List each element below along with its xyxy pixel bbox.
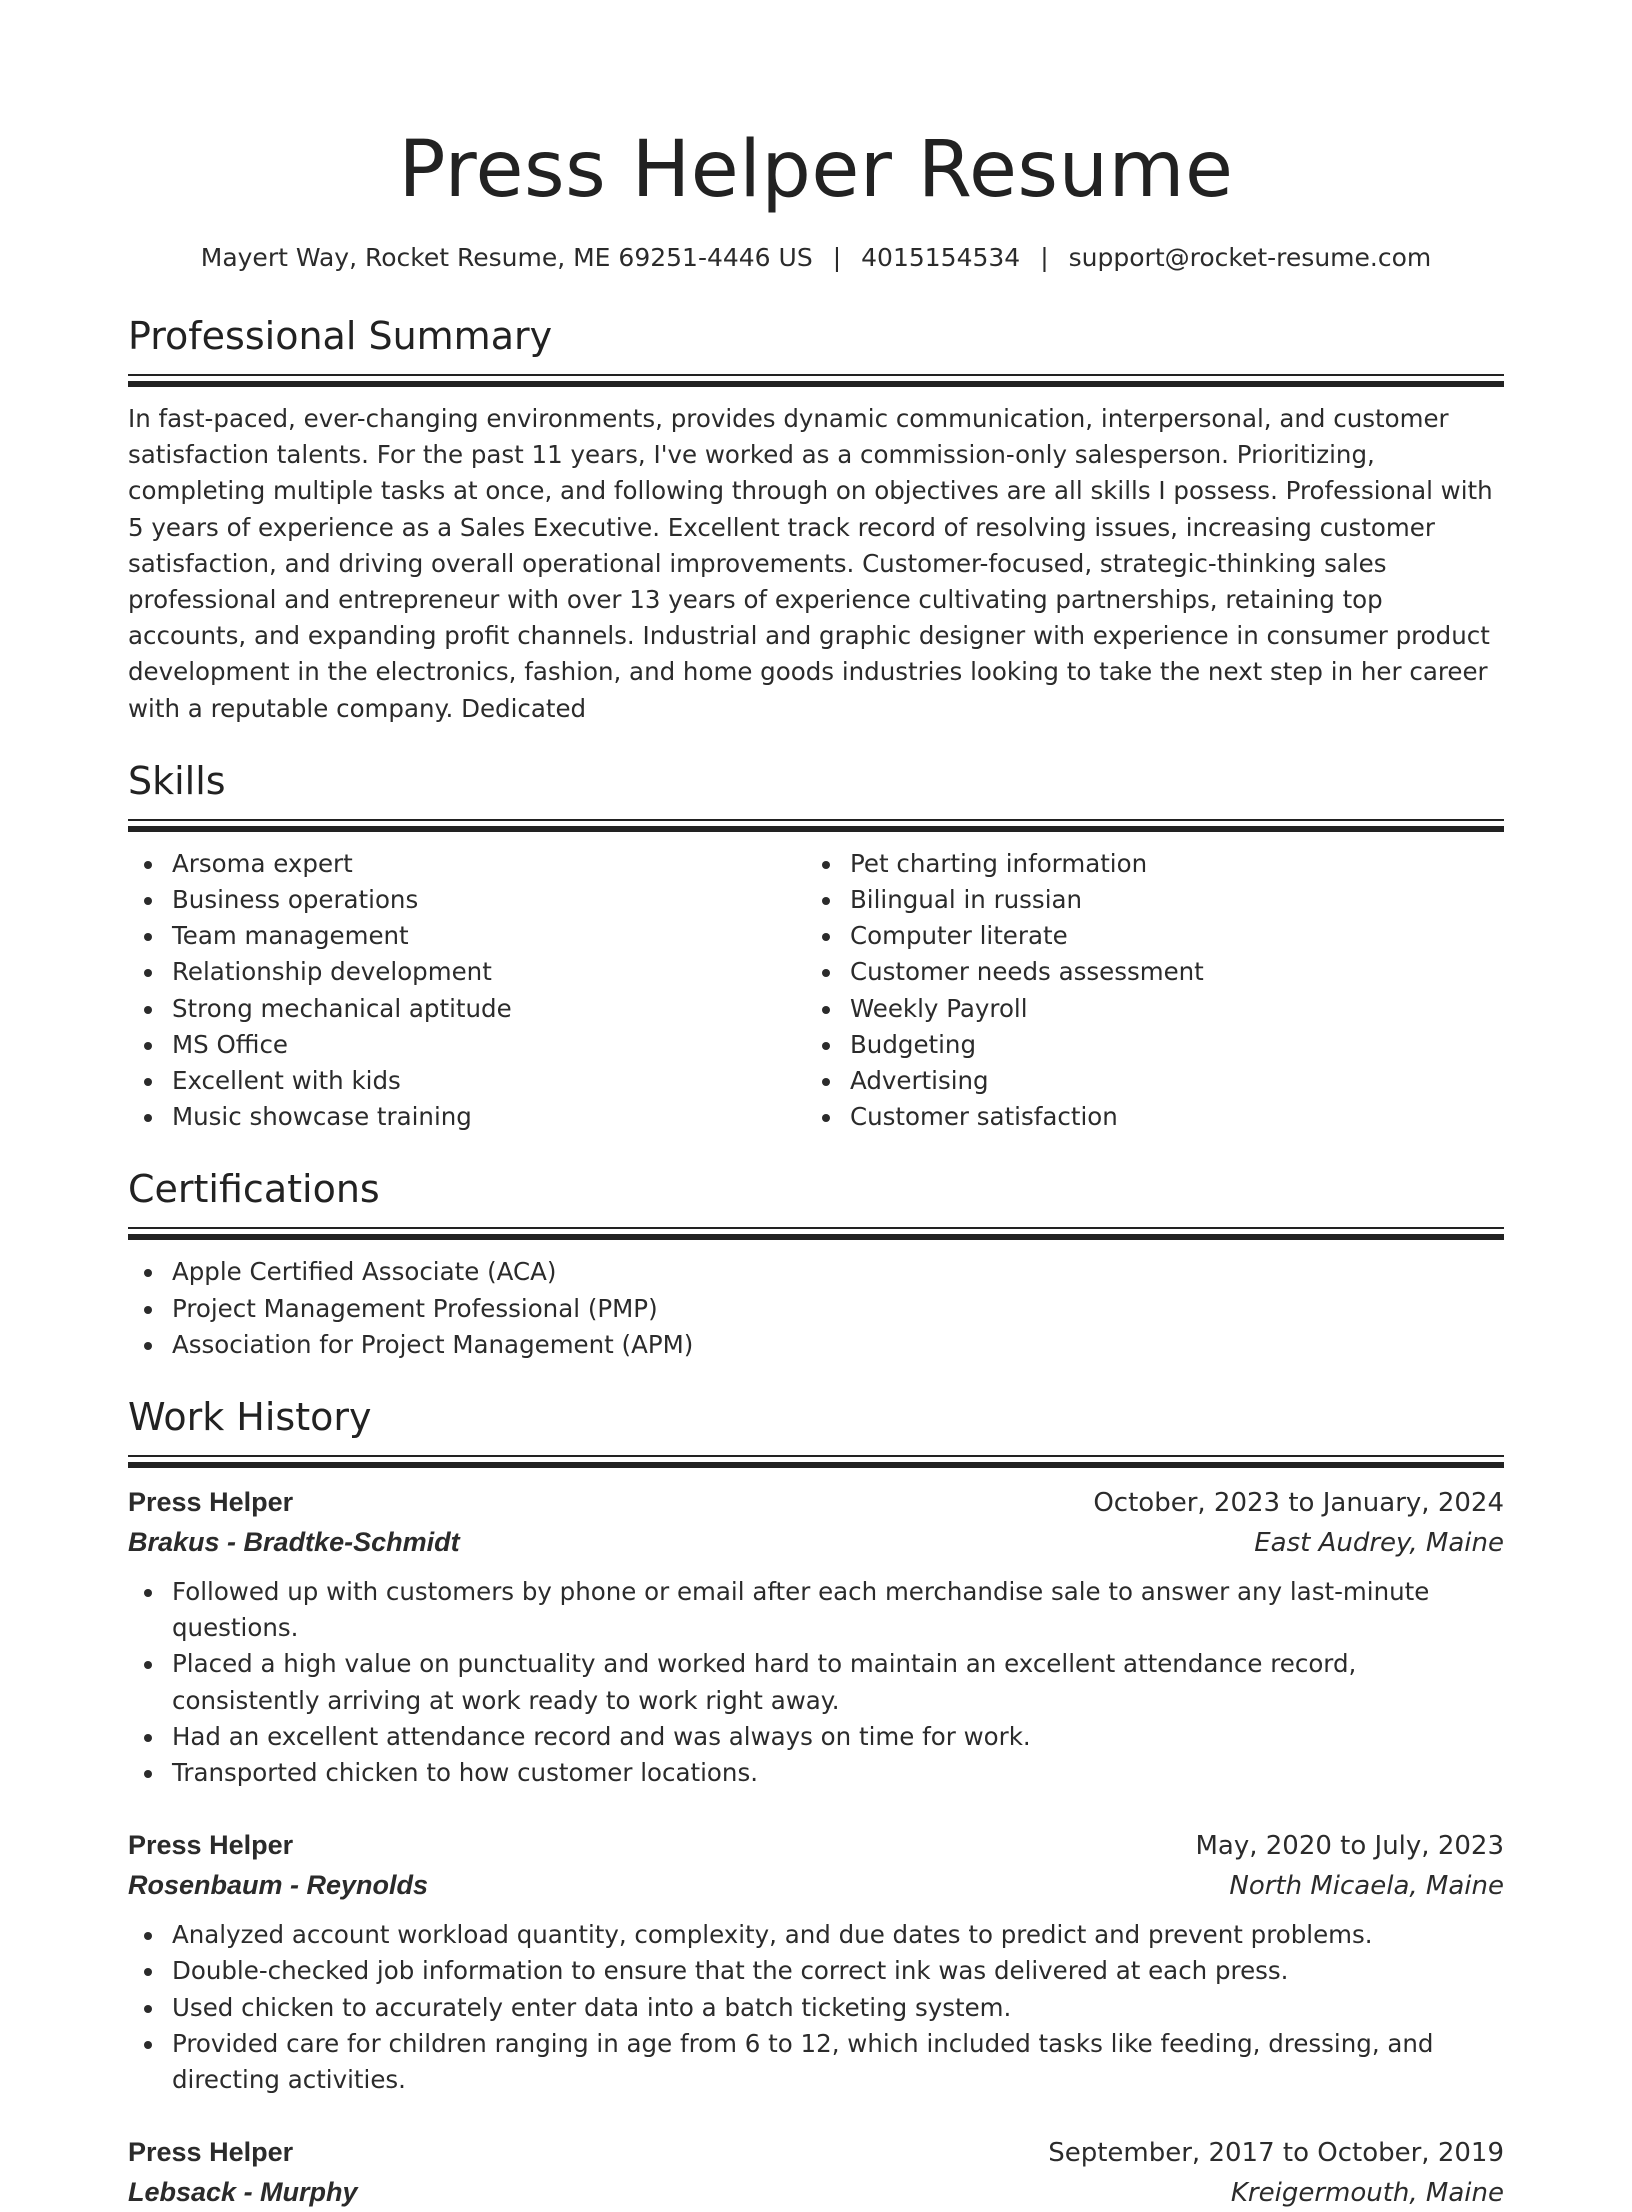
job-company: Brakus - Bradtke-Schmidt [128,1527,460,1558]
skills-section [128,757,1504,1136]
contact-separator: | [1040,243,1049,272]
job-duty: Analyzed account workload quantity, complexity, and due dates to predict and prevent problems. [128,1917,1504,1953]
contact-address: Mayert Way, Rocket Resume, ME 69251-4446 US [200,243,813,272]
skill-item: Bilingual in russian [806,882,1484,918]
certification-item: Apple Certified Associate (ACA) [128,1254,1504,1290]
job-title: Press Helper [128,1830,294,1861]
contact-email: support@rocket-resume.com [1068,243,1432,272]
skill-item: Business operations [128,882,806,918]
job-entry [128,1482,1504,1791]
job-company: Rosenbaum - Reynolds [128,1870,429,1901]
skill-item: Customer needs assessment [806,954,1484,990]
job-duty: Provided care for children ranging in age from 6 to 12, which included tasks like feeding, dressing, and directing activities. [128,2026,1504,2098]
job-title: Press Helper [128,1487,294,1518]
section-heading: Professional Summary [128,314,553,358]
job-entry [128,1825,1504,2098]
certification-item: Project Management Professional (PMP) [128,1291,1504,1327]
skill-item: Budgeting [806,1027,1484,1063]
job-dates: October, 2023 to January, 2024 [1093,1488,1504,1519]
certification-item: Association for Project Management (APM) [128,1327,1504,1363]
skills-list-left [128,846,806,1136]
job-duty: Had an excellent attendance record and was always on time for work. [128,1719,1504,1755]
job-company: Lebsack - Murphy [128,2177,358,2208]
contact-phone: 4015154534 [861,243,1021,272]
job-location: East Audrey, Maine [1254,1528,1504,1559]
certifications-list [128,1254,1504,1363]
skills-columns [128,846,1504,1136]
skill-item: Team management [128,918,806,954]
job-location: North Micaela, Maine [1229,1871,1504,1902]
skills-list-right [806,846,1484,1136]
skill-item: Excellent with kids [128,1063,806,1099]
job-location: Kreigermouth, Maine [1230,2178,1504,2209]
section-divider [128,819,1504,832]
skill-item: Music showcase training [128,1099,806,1135]
job-duties [128,1917,1504,2098]
work-history-section [128,1393,1504,2212]
job-dates: May, 2020 to July, 2023 [1195,1831,1504,1862]
contact-line [128,240,1504,276]
resume-title: Press Helper Resume [398,125,1234,215]
section-heading: Skills [128,758,226,803]
section-divider [128,374,1504,387]
skill-item: Advertising [806,1063,1484,1099]
job-duty: Used chicken to accurately enter data into a batch ticketing system. [128,1990,1504,2026]
section-heading: Work History [128,1395,372,1440]
section-divider [128,1227,1504,1240]
section-divider [128,1455,1504,1468]
skill-item: Pet charting information [806,846,1484,882]
job-duty: Double-checked job information to ensure that the correct ink was delivered at each press. [128,1953,1504,1989]
skill-item: MS Office [128,1027,806,1063]
job-entry [128,2132,1504,2212]
job-title: Press Helper [128,2137,294,2168]
skill-item: Relationship development [128,954,806,990]
skill-item: Weekly Payroll [806,991,1484,1027]
skill-item: Strong mechanical aptitude [128,991,806,1027]
professional-summary-section [128,312,1504,727]
contact-separator: | [832,243,842,272]
job-duty: Placed a high value on punctuality and worked hard to maintain an excellent attendance record, consistently arriving at work ready to work right away. [128,1646,1504,1718]
job-dates: September, 2017 to October, 2019 [1048,2138,1504,2169]
skill-item: Customer satisfaction [806,1099,1484,1135]
job-duty: Transported chicken to how customer locations. [128,1755,1504,1791]
skill-item: Computer literate [806,918,1484,954]
skill-item: Arsoma expert [128,846,806,882]
section-heading: Certifications [128,1167,380,1212]
job-duties [128,1574,1504,1791]
certifications-section [128,1165,1504,1363]
job-duty: Followed up with customers by phone or email after each merchandise sale to answer any last-minute questions. [128,1574,1504,1646]
summary-text: In fast-paced, ever-changing environments, provides dynamic communication, interpersonal, and customer satisfaction talents. For the past 11 years, I've worked as a commission-only salesperson. Prioritizing, completing multiple tasks at once, and following through on objectives are all skills I possess. Professional with 5 years of experience as a Sales Executive. Excellent track record of resolving issues, increasing customer satisfaction, and driving overall operational improvements. Customer-focused, strategic-thinking sales professional and entrepreneur with over 13 years of experience cultivating partnerships, retaining top accounts, and expanding profit channels. Industrial and graphic designer with experience in consumer product development in the electronics, fashion, and home goods industries looking to take the next step in her career with a reputable company. Dedicated [128,404,1493,723]
